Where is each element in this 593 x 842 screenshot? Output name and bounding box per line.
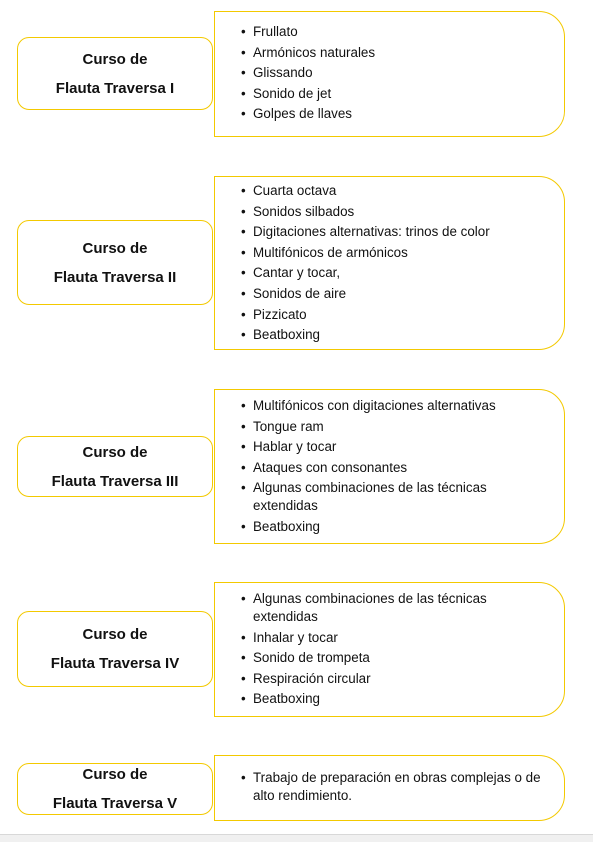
course-4-line1: Curso de [82,626,148,643]
list-item: • Multifónicos de armónicos [241,244,544,262]
list-item: • Golpes de llaves [241,105,544,123]
course-box-4 [17,611,213,687]
list-item: • Beatboxing [241,518,544,536]
course-1-title: Flauta Traversa I [55,79,175,97]
topics-list-5 [241,769,544,808]
list-item: • Pizzicato [241,306,544,324]
list-item: • Algunas combinaciones de las técnicas extendidas [241,590,523,626]
topics-box-3 [214,389,565,544]
course-2-line1: Curso de [82,239,148,257]
course-4-title: Flauta Traversa IV [50,655,180,672]
list-item: • Respiración circular [241,670,544,688]
list-item: • Sonido de jet [241,85,544,103]
list-item: • Beatboxing [241,690,544,708]
course-3-title: Flauta Traversa III [51,472,179,490]
list-item: • Sonido de trompeta [241,649,544,667]
course-3-line1: Curso de [82,443,148,461]
list-item: • Trabajo de preparación en obras complejas o de alto rendimiento. [241,769,545,805]
list-item: • Sonidos de aire [241,285,544,303]
list-item: • Sonidos silbados [241,203,544,221]
list-item: • Glissando [241,64,544,82]
course-5-title: Flauta Traversa V [52,795,178,812]
list-item: • Ataques con consonantes [241,459,544,477]
list-item: • Multifónicos con digitaciones alternativas [241,397,544,415]
topics-box-1 [214,11,565,137]
topics-list-1 [241,23,544,126]
list-item: • Armónicos naturales [241,44,544,62]
course-box-5 [17,763,213,815]
list-item: • Tongue ram [241,418,544,436]
list-item: • Cantar y tocar, [241,264,544,282]
list-item: • Algunas combinaciones de las técnicas extendidas [241,479,523,515]
course-box-3 [17,436,213,497]
list-item: • Frullato [241,23,544,41]
topics-box-4 [214,582,565,717]
list-item: • Inhalar y tocar [241,629,544,647]
list-item: • Digitaciones alternativas: trinos de color [241,223,544,241]
list-item: • Cuarta octava [241,182,544,200]
course-2-title: Flauta Traversa II [53,268,177,286]
topics-list-2 [241,182,544,347]
course-box-2 [17,220,213,305]
list-item: • Beatboxing [241,326,544,344]
course-1-line1: Curso de [82,50,148,68]
list-item: • Hablar y tocar [241,438,544,456]
topics-list-3 [241,397,544,539]
topics-box-2 [214,176,565,350]
topics-list-4 [241,590,544,711]
topics-box-5 [214,755,565,821]
course-5-line1: Curso de [82,766,148,783]
course-box-1 [17,37,213,110]
